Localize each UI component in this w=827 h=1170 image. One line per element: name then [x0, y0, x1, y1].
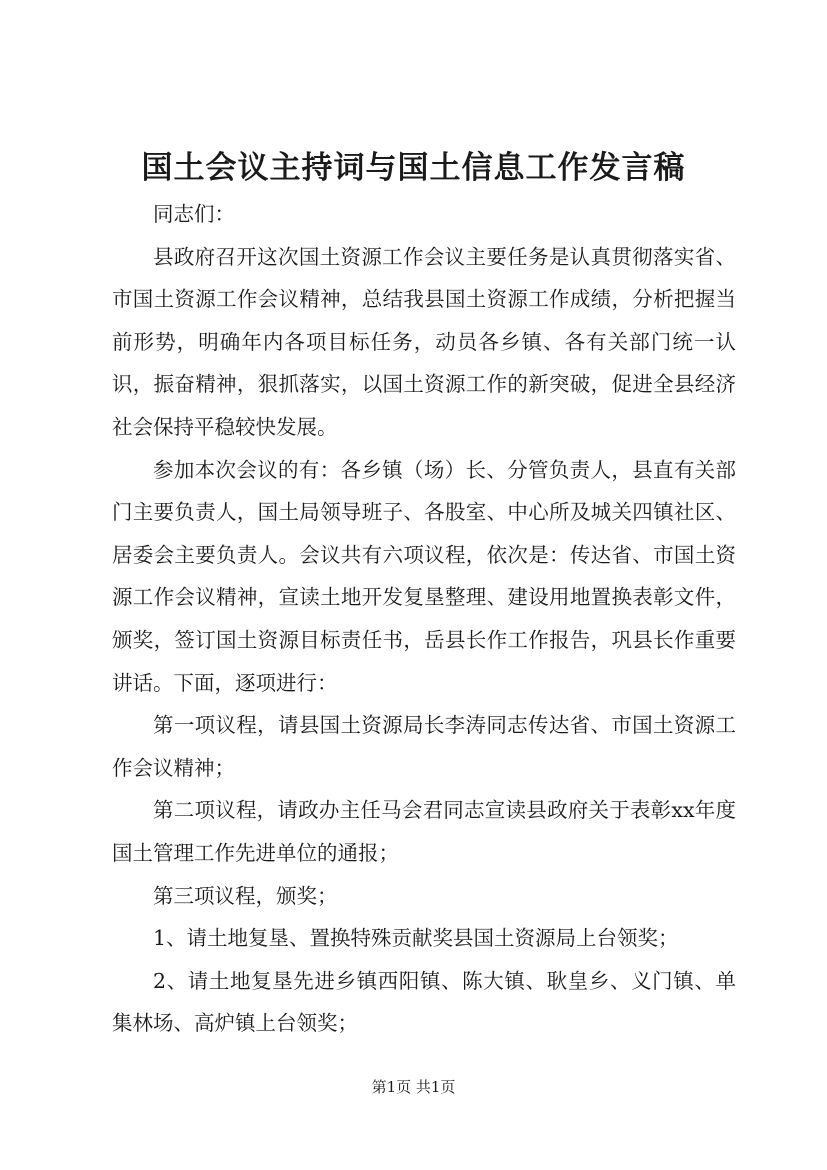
- award-list-item: 2、请土地复垦先进乡镇西阳镇、陈大镇、耿皇乡、义门镇、单集林场、高炉镇上台领奖；: [112, 968, 736, 1036]
- salutation-paragraph: 同志们：: [153, 202, 235, 226]
- body-paragraph: 参加本次会议的有：各乡镇（场）长、分管负责人，县直有关部门主要负责人，国土局领导班子、各股室、中心所及城关四镇社区、居委会主要负责人。会议共有六项议程，依次是：传达省、市国土资源工作会议精神，宣读土地开发复垦整理、建设用地置换表彰文件，颁奖，签订国土资源目标责任书，岳县长作工作报告，巩县长作重要讲话。下面，逐项进行：: [112, 457, 736, 695]
- document-title: 国土会议主持词与国土信息工作发言稿: [141, 150, 686, 186]
- award-list-item: 1、请土地复垦、置换特殊贡献奖县国土资源局上台领奖；: [153, 926, 679, 951]
- document-body: [112, 193, 736, 1045]
- agenda-item-paragraph: 第一项议程，请县国土资源局长李涛同志传达省、市国土资源工作会议精神；: [112, 713, 736, 780]
- page-number-footer: 第1页 共1页: [371, 1078, 456, 1096]
- body-paragraph: 县政府召开这次国土资源工作会议主要任务是认真贯彻落实省、市国土资源工作会议精神，总结我县国土资源工作成绩，分析把握当前形势，明确年内各项目标任务，动员各乡镇、各有关部门统一认识，振奋精神，狠抓落实，以国土资源工作的新突破，促进全县经济社会保持平稳较快发展。: [112, 244, 736, 439]
- agenda-item-paragraph: 第二项议程，请政办主任马会君同志宣读县政府关于表彰xx年度国土管理工作先进单位的通报；: [112, 798, 736, 865]
- agenda-item-paragraph: 第三项议程，颁奖；: [153, 883, 338, 908]
